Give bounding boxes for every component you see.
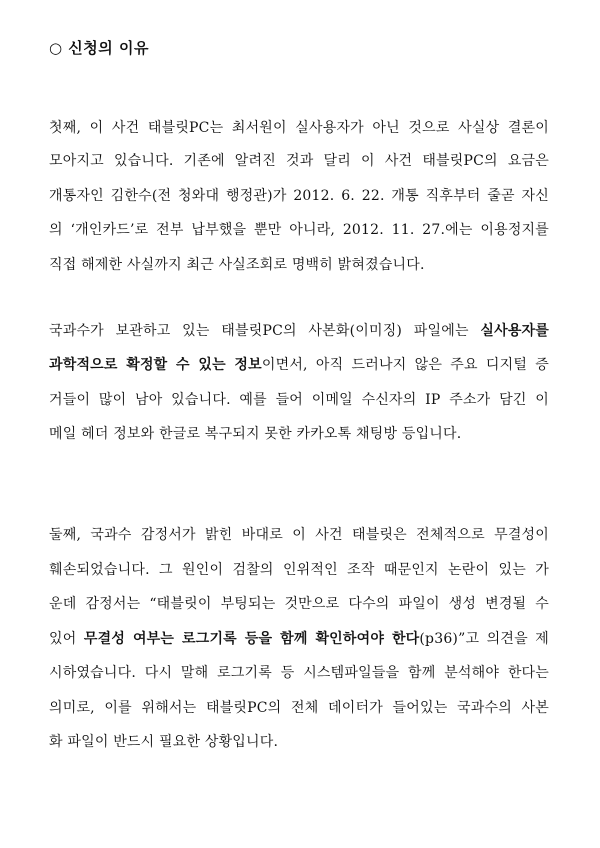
paragraph-2-line-3: 거들이 많이 남아 있습니다. 예를 들어 이메일 수신자의 IP 주소가 담긴 이 [49, 392, 549, 408]
paragraph-3-line-2: 훼손되었습니다. 그 원인이 검찰의 인위적인 조작 때문인지 논란이 있는 가 [49, 562, 549, 578]
paragraph-3-line-7: 화 파일이 반드시 필요한 상황입니다. [49, 734, 279, 750]
paragraph-3-line-1: 둘째, 국과수 감정서가 밝힌 바대로 이 사건 태블릿은 전체적으로 무결성이 [49, 527, 549, 543]
section-heading: ○ 신청의 이유 [49, 39, 149, 57]
paragraph-3-emphasis: 무결성 여부는 로그기록 등을 함께 확인하여야 한다 [83, 631, 420, 647]
paragraph-1-line-3: 개통자인 김한수(전 청와대 행정관)가 2012. 6. 22. 개통 직후부터 줄곧 자신 [49, 188, 549, 204]
paragraph-2-line-2 [49, 354, 549, 374]
paragraph-3-line-5: 시하였습니다. 다시 말해 로그기록 등 시스템파일들을 함께 분석해야 한다는 [49, 665, 549, 681]
paragraph-2-emphasis-1: 실사용자를 [480, 323, 549, 339]
paragraph-3-line-3: 운데 감정서는 “태블릿이 부팅되는 것만으로 다수의 파일이 생성 변경될 수 [49, 596, 549, 612]
paragraph-2-line-1-text: 국과수가 보관하고 있는 태블릿PC의 사본화(이미징) 파일에는 [49, 323, 481, 339]
paragraph-2-line-4: 메일 헤더 정보와 한글로 복구되지 못한 카카오톡 채팅방 등입니다. [49, 426, 462, 442]
paragraph-3-line-4 [49, 628, 549, 648]
paragraph-1-line-2: 모아지고 있습니다. 기존에 알려진 것과 달리 이 사건 태블릿PC의 요금은 [49, 153, 549, 169]
paragraph-1-line-1: 첫째, 이 사건 태블릿PC는 최서원이 실사용자가 아닌 것으로 사실상 결론이 [49, 120, 549, 136]
paragraph-2-line-2-text: 이면서, 아직 드러나지 않은 주요 디지털 증 [261, 357, 550, 373]
paragraph-1-line-5: 직접 해제한 사실까지 최근 사실조회로 명백히 밝혀졌습니다. [49, 257, 425, 273]
paragraph-2-emphasis-2: 과학적으로 확정할 수 있는 정보 [49, 357, 262, 373]
paragraph-3-line-4-start: 있어 [49, 631, 84, 647]
paragraph-3-line-6: 의미로, 이를 위해서는 태블릿PC의 전체 데이터가 들어있는 국과수의 사본 [49, 700, 549, 716]
paragraph-2-line-1 [49, 320, 549, 340]
paragraph-3-line-4-end: (p36)”고 의견을 제 [419, 631, 549, 647]
paragraph-1-line-4: 의 ‘개인카드’로 전부 납부했을 뿐만 아니라, 2012. 11. 27.에는 이용정지를 [49, 222, 549, 238]
